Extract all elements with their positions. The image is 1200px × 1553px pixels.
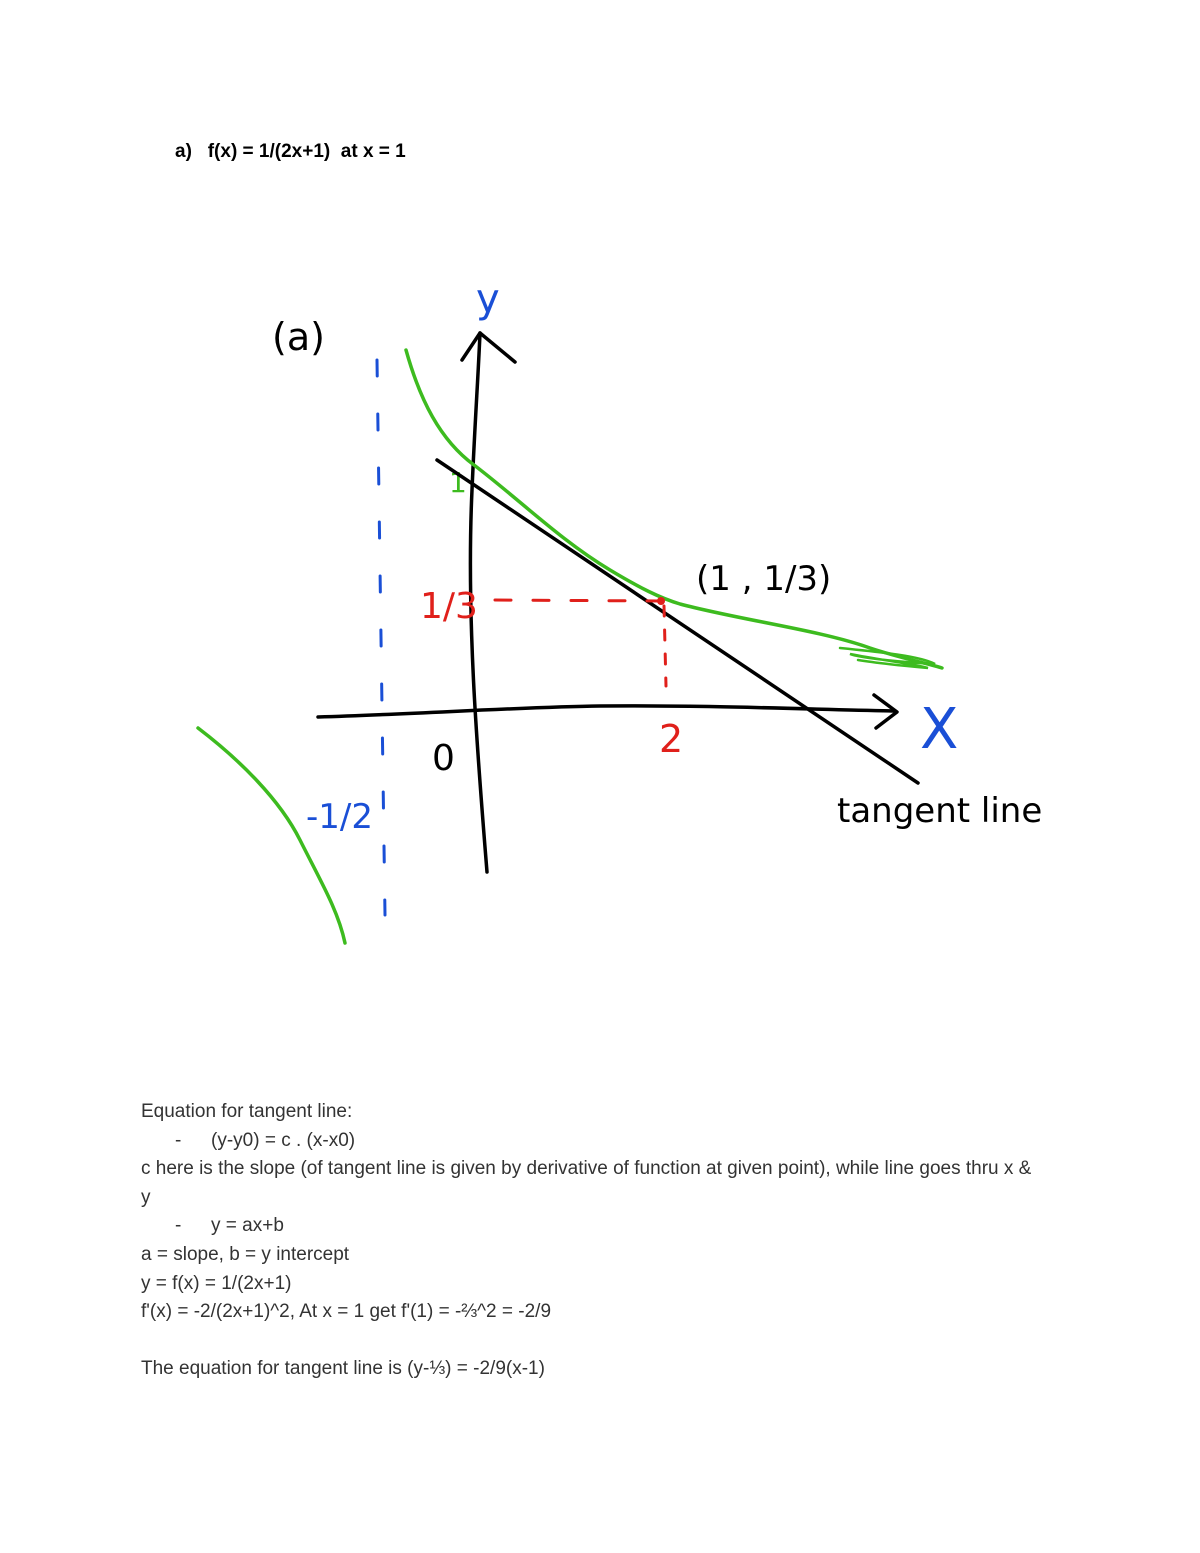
- bullet-dash: -: [175, 1215, 182, 1237]
- vertical-asymptote-line: [377, 360, 385, 915]
- asymptote-label: -1/2: [306, 797, 373, 837]
- horizontal-guide-line: [495, 600, 660, 601]
- curve-scribble: [840, 648, 935, 668]
- vertical-guide-line: [664, 606, 666, 686]
- x-tick-label: 2: [659, 717, 684, 761]
- slope-explanation: c here is the slope (of tangent line is given by derivative of function at given point), while line goes thru x & y: [141, 1158, 1032, 1208]
- bullet-slope-intercept-text: y = ax+b: [211, 1215, 284, 1237]
- function-line: y = f(x) = 1/(2x+1): [141, 1272, 292, 1294]
- derivative-line: f'(x) = -2/(2x+1)^2, At x = 1 get f'(1) = -⅔^2 = -2/9: [141, 1301, 552, 1323]
- tangent-point-marker: [657, 597, 665, 605]
- y-axis-label: y: [476, 276, 500, 322]
- panel-label: (a): [272, 315, 325, 359]
- x-axis-label: X: [920, 697, 959, 762]
- notes-spacer: [141, 1327, 1041, 1356]
- tangent-line-label: tangent line: [837, 791, 1043, 831]
- y-tick-label: 1/3: [420, 586, 478, 627]
- origin-label: 0: [432, 738, 455, 779]
- solution-notes: [141, 1098, 1041, 1384]
- bullet-point-slope-text: (y-y0) = c . (x-x0): [211, 1129, 356, 1151]
- y-intercept-label: 1: [449, 466, 467, 499]
- bullet-slope-intercept-form: [141, 1212, 1041, 1241]
- problem-heading: a) f(x) = 1/(2x+1) at x = 1: [175, 141, 406, 162]
- y-axis-arrowhead: [462, 333, 515, 362]
- definitions-line: a = slope, b = y intercept: [141, 1243, 350, 1265]
- bullet-dash: -: [175, 1129, 182, 1151]
- conclusion-line: The equation for tangent line is (y-⅓) = -2/9(x-1): [141, 1358, 545, 1380]
- notes-intro: Equation for tangent line:: [141, 1101, 353, 1122]
- point-label: (1 , 1/3): [696, 559, 832, 599]
- bullet-point-slope-form: [141, 1127, 1041, 1156]
